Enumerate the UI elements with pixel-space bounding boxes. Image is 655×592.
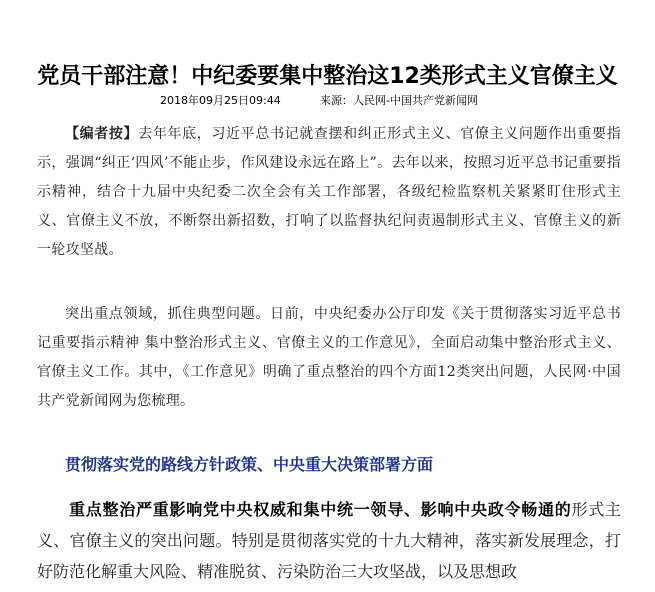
article-source: 来源：人民网-中国共产党新闻网 [320, 94, 478, 107]
editor-note-label: 【编者按】 [65, 126, 139, 142]
section-heading: 贯彻落实党的路线方针政策、中央重大决策部署方面 [65, 455, 434, 474]
intro-paragraph-2 [37, 300, 621, 416]
section-bold-text: 重点整治严重影响党中央权威和集中统一领导、影响中央政令畅通的 [69, 500, 572, 519]
intro-text-1: 去年年底，习近平总书记就查摆和纠正形式主义、官僚主义问题作出重要指示，强调“纠正‘四风’不能止步，作风建设永远在路上”。去年以来，按照习近平总书记重要指示精神，结合十九届中央纪委二次全会有关工作部署，各级纪检监察机关紧紧盯住形式主义、官僚主义不放，不断祭出新招数，打响了以监督执纪问责遏制形式主义、官僚主义的新一轮攻坚战。 [37, 126, 621, 258]
publish-date: 2018年09月25日09:44 [160, 94, 281, 107]
intro-paragraph-1 [37, 120, 621, 265]
article-title: 党员干部注意！中纪委要集中整治这12类形式主义官僚主义 [37, 63, 618, 89]
section-text: 形式主义、官僚主义的突出问题。特别是贯彻落实党的十九大精神，落实新发展理念，打好防范化解重大风险、精准脱贫、污染防治三大攻坚战，以及思想政 [37, 500, 621, 581]
intro-text-2: 突出重点领域，抓住典型问题。日前，中央纪委办公厅印发《关于贯彻落实习近平总书记重要指示精神 集中整治形式主义、官僚主义的工作意见》，全面启动集中整治形式主义、官僚主义工作。其中，《工作意见》明确了重点整治的四个方面12类突出问题，人民网·中国共产党新闻网为您梳理。 [37, 306, 621, 409]
section-paragraph [37, 494, 621, 587]
